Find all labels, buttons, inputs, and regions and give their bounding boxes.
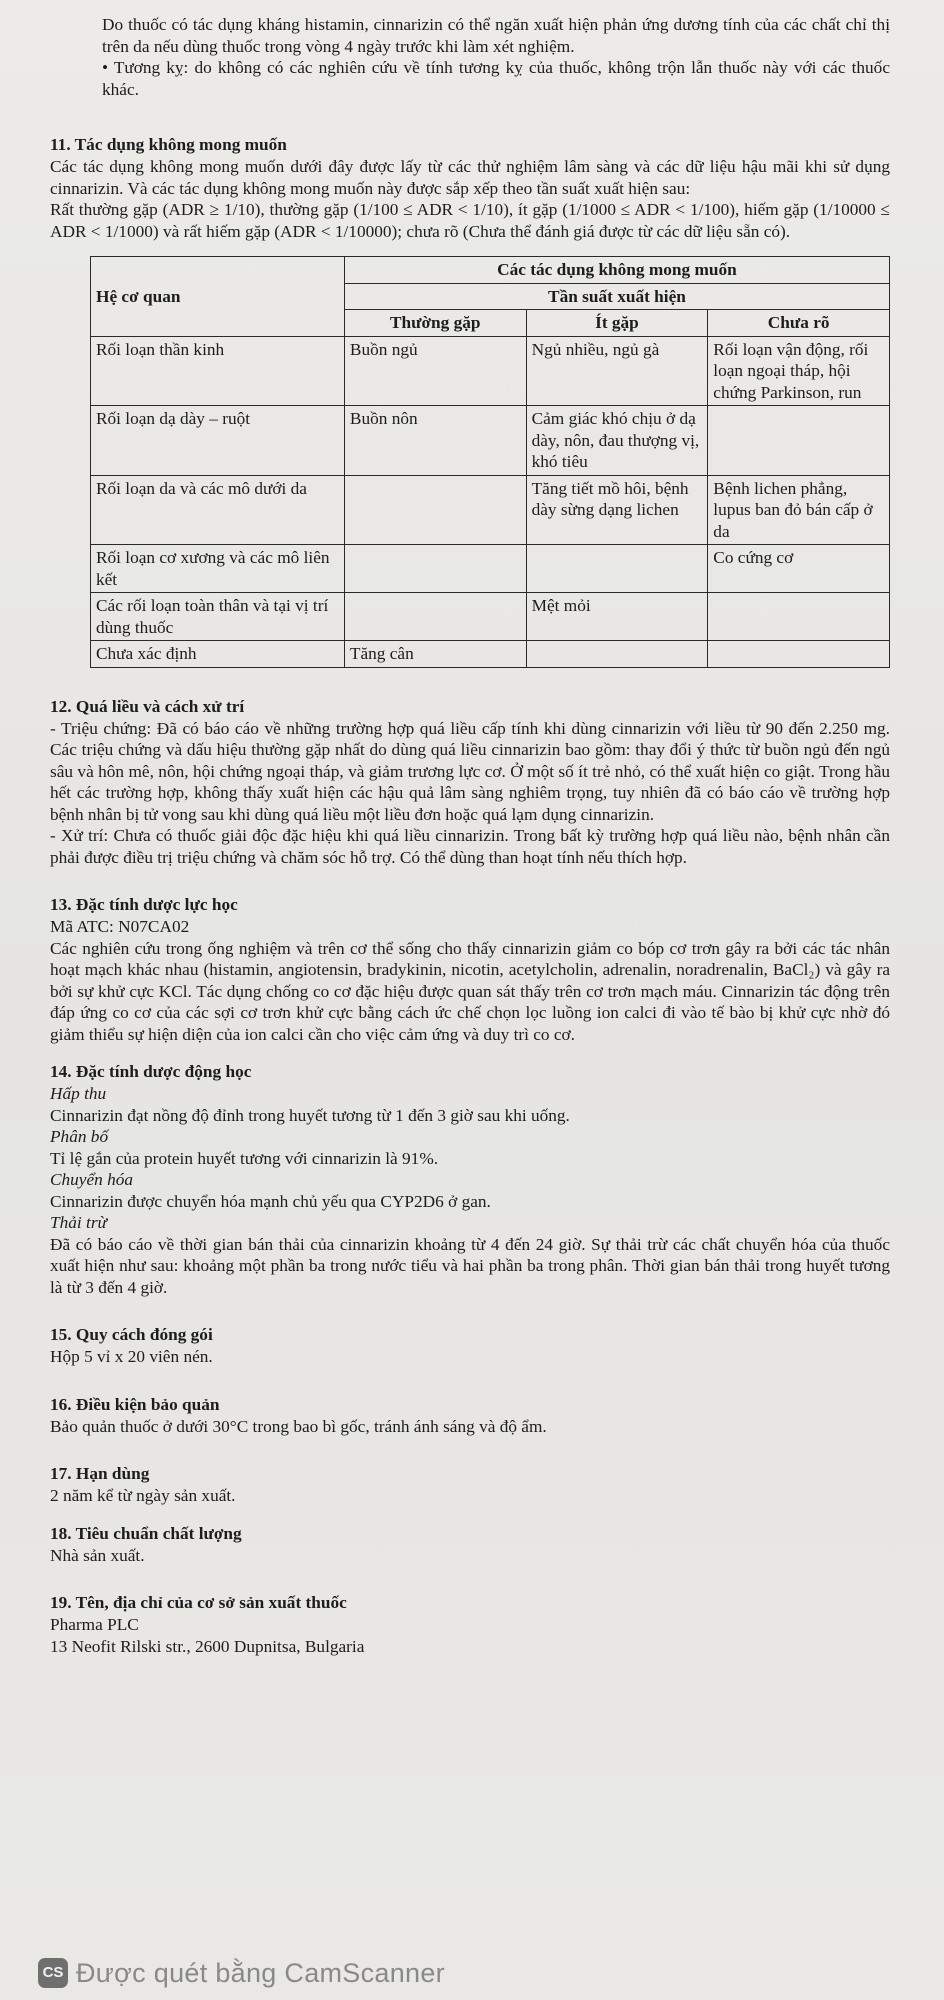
organ-cell: Rối loạn cơ xương và các mô liên kết [91,545,345,593]
section-19 [50,1592,890,1657]
metabolism-heading: Chuyển hóa [50,1170,134,1189]
section-11-frequency-definitions: Rất thường gặp (ADR ≥ 1/10), thường gặp (1/100 ≤ ADR < 1/10), ít gặp (1/1000 ≤ ADR < 1/100), hiếm gặp (1/10000 ≤ ADR < 1/1000) và rất hiếm gặp (ADR < 1/10000); chưa rõ (Chưa thể đánh giá được từ các dữ liệu sẵn có). [50,200,890,241]
table-row [91,336,890,406]
organ-cell: Các rối loạn toàn thân và tại vị trí dùng thuốc [91,593,345,641]
adverse-effects-table [90,256,890,668]
document-body [50,14,890,1657]
unknown-cell: Bệnh lichen phẳng, lupus ban đỏ bán cấp ở da [708,475,890,545]
section-15 [50,1324,890,1368]
uncommon-cell: Cảm giác khó chịu ở dạ dày, nôn, đau thượng vị, khó tiêu [526,406,708,476]
organ-cell: Rối loạn dạ dày – ruột [91,406,345,476]
header-frequency: Tần suất xuất hiện [344,283,889,310]
section-12 [50,696,890,869]
section-16-title: 16. Điều kiện bảo quản [50,1394,220,1414]
absorption-heading: Hấp thu [50,1084,107,1103]
common-cell: Buồn ngủ [344,336,526,406]
uncommon-cell [526,545,708,593]
manufacturer-address: 13 Neofit Rilski str., 2600 Dupnitsa, Bulgaria [50,1636,365,1656]
header-common: Thường gặp [344,310,526,337]
table-row [91,475,890,545]
common-cell: Tăng cân [344,641,526,668]
section-15-text: Hộp 5 vỉ x 20 viên nén. [50,1347,213,1366]
elimination-heading: Thải trừ [50,1213,107,1232]
section-15-title: 15. Quy cách đóng gói [50,1325,213,1344]
header-uncommon: Ít gặp [526,310,708,337]
table-row [91,545,890,593]
distribution-heading: Phân bố [50,1127,109,1146]
header-adverse-effects: Các tác dụng không mong muốn [344,257,889,284]
section-12-title: 12. Quá liều và cách xử trí [50,696,245,716]
unknown-cell [708,406,890,476]
section-12-treatment: - Xử trí: Chưa có thuốc giải độc đặc hiệu khi quá liều cinnarizin. Trong bất kỳ trường hợp quá liều nào, bệnh nhân cần phải được điều trị triệu chứng và chăm sóc hỗ trợ. Có thể dùng than hoạt tính nếu thích hợp. [50,826,890,867]
section-11-intro: Các tác dụng không mong muốn dưới đây được lấy từ các thử nghiệm lâm sàng và các dữ liệu hậu mãi khi sử dụng cinnarizin. Và các tác dụng không mong muốn này được sắp xếp theo tần suất xuất hiện sau: [50,157,890,198]
uncommon-cell: Tăng tiết mồ hôi, bệnh dày sừng dạng lichen [526,475,708,545]
table-row [91,593,890,641]
organ-cell: Chưa xác định [91,641,345,668]
unknown-cell [708,593,890,641]
common-cell [344,593,526,641]
atc-code: Mã ATC: N07CA02 [50,917,190,936]
common-cell: Buồn nôn [344,406,526,476]
unknown-cell: Rối loạn vận động, rối loạn ngoại tháp, hội chứng Parkinson, run [708,336,890,406]
section-17-title: 17. Hạn dùng [50,1464,150,1483]
header-unknown: Chưa rõ [708,310,890,337]
camscanner-logo-icon: CS [38,1958,68,1988]
section-16 [50,1394,890,1438]
unknown-cell: Co cứng cơ [708,545,890,593]
section-13 [50,894,890,1045]
elimination-text: Đã có báo cáo về thời gian bán thải của cinnarizin khoảng từ 4 đến 24 giờ. Sự thải trừ các chất chuyển hóa của thuốc xuất hiện như sau: khoảng một phần ba trong nước tiểu và hai phần ba trong phân. Thời gian bán thải trong huyết tương là từ 3 đến 4 giờ. [50,1234,890,1297]
section-18-title: 18. Tiêu chuẩn chất lượng [50,1523,242,1543]
top-paragraph-2: • Tương kỵ: do không có các nghiên cứu về tính tương kỵ của thuốc, không trộn lẫn thuốc này với các thuốc khác. [102,58,890,99]
section-18 [50,1523,890,1567]
common-cell [344,475,526,545]
metabolism-text: Cinnarizin được chuyển hóa mạnh chủ yếu qua CYP2D6 ở gan. [50,1191,491,1211]
section-16-text: Bảo quản thuốc ở dưới 30°C trong bao bì gốc, tránh ánh sáng và độ ẩm. [50,1416,547,1436]
section-14 [50,1061,890,1298]
camscanner-watermark: Được quét bằng CamScanner [76,1958,445,1988]
unknown-cell [708,641,890,668]
section-13-title: 13. Đặc tính dược lực học [50,895,238,914]
section-13-body: Các nghiên cứu trong ống nghiệm và trên cơ thể sống cho thấy cinnarizin giảm co bóp cơ trơn gây ra bởi các tác nhân hoạt mạch khác nhau (histamin, angiotensin, bradykinin, nicotin, acetylcholin, adrenalin, noradrenalin, BaCl₂) và gây ra bởi sự khử cực KCl. Tác dụng chống co cơ đặc hiệu được quan sát thấy trên cơ trơn mạch máu. Cinnarizin tác động trên đáp ứng co cơ của các sợi cơ trơn khử cực bằng cách ức chế chọn lọc luồng ion calci đi vào tế bào bị khử cực nhờ đó giảm thiểu sự hiện diện của ion calci cần cho việc cảm ứng và duy trì co cơ. [50,938,890,1044]
distribution-text: Tỉ lệ gắn của protein huyết tương với cinnarizin là 91%. [50,1148,439,1168]
organ-cell: Rối loạn thần kinh [91,336,345,406]
header-organ-system: Hệ cơ quan [91,257,345,337]
uncommon-cell [526,641,708,668]
uncommon-cell: Mệt mỏi [526,593,708,641]
section-19-title: 19. Tên, địa chỉ của cơ sở sản xuất thuốc [50,1593,347,1612]
section-12-symptoms: - Triệu chứng: Đã có báo cáo về những trường hợp quá liều cấp tính khi dùng cinnarizin với liều từ 90 đến 2.250 mg. Các triệu chứng và dấu hiệu thường gặp nhất do dùng quá liều cinnarizin bao gồm: thay đổi ý thức từ buồn ngủ đến ngủ sâu và hôn mê, nôn, hội chứng ngoại tháp, và giảm trương lực cơ. Ở một số ít trẻ nhỏ, có thể xuất hiện co giật. Trong hầu hết các trường hợp, không thấy xuất hiện các hậu quả lâm sàng nghiêm trọng, tuy nhiên đã có báo cáo về trường hợp bệnh nhân bị tử vong sau khi dùng quá liều một liều đơn hoặc quá lạm dụng cinnarizin. [50,718,890,824]
section-14-title: 14. Đặc tính dược động học [50,1062,252,1081]
table-row [91,641,890,668]
section-17-text: 2 năm kể từ ngày sản xuất. [50,1486,236,1505]
common-cell [344,545,526,593]
table-row [91,406,890,476]
section-11-title: 11. Tác dụng không mong muốn [50,135,287,154]
section-17 [50,1463,890,1507]
manufacturer-name: Pharma PLC [50,1615,139,1634]
top-paragraph-1: Do thuốc có tác dụng kháng histamin, cinnarizin có thể ngăn xuất hiện phản ứng dương tính của các chất chỉ thị trên da nếu dùng thuốc trong vòng 4 ngày trước khi làm xét nghiệm. [102,15,890,56]
absorption-text: Cinnarizin đạt nồng độ đỉnh trong huyết tương từ 1 đến 3 giờ sau khi uống. [50,1105,570,1125]
section-18-text: Nhà sản xuất. [50,1545,145,1565]
uncommon-cell: Ngủ nhiều, ngủ gà [526,336,708,406]
organ-cell: Rối loạn da và các mô dưới da [91,475,345,545]
section-11 [50,134,890,668]
